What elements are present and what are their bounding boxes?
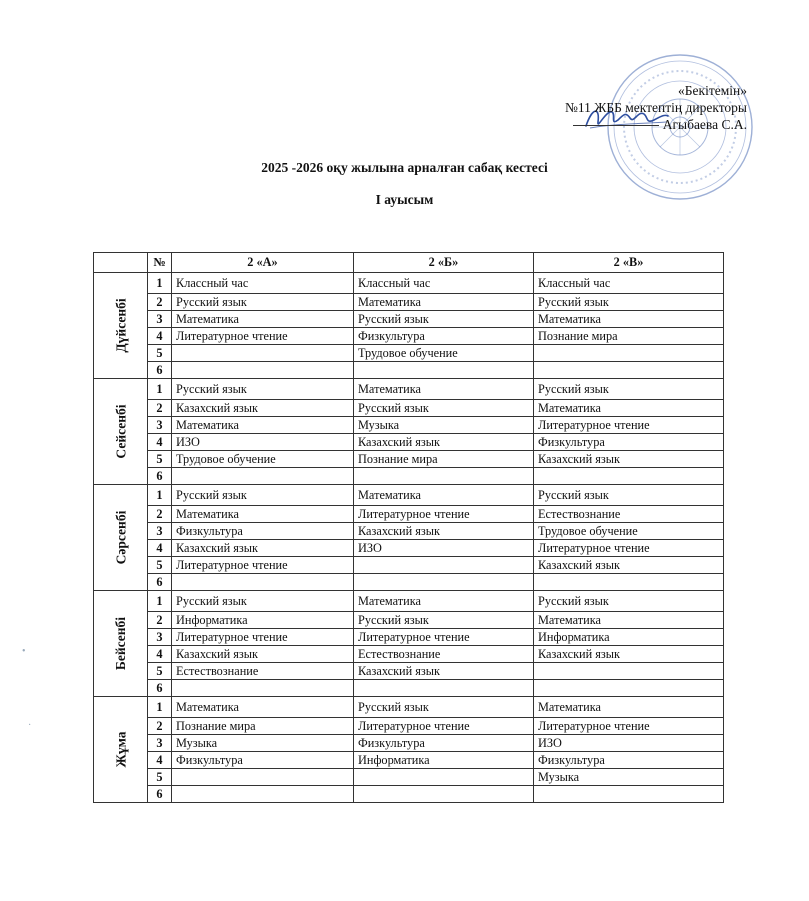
lesson-2v: ИЗО: [534, 735, 724, 752]
lesson-2a: Математика: [172, 417, 354, 434]
lesson-2v: Казахский язык: [534, 646, 724, 663]
table-row: [94, 697, 724, 718]
lesson-number: 5: [148, 451, 172, 468]
schedule-body: [94, 273, 724, 803]
lesson-2a: Классный час: [172, 273, 354, 294]
table-row: [94, 485, 724, 506]
lesson-2v: Математика: [534, 311, 724, 328]
lesson-number: 4: [148, 540, 172, 557]
day-name: Бейсенбі: [113, 616, 129, 670]
lesson-2b: Классный час: [354, 273, 534, 294]
header-class-2b: 2 «Б»: [354, 253, 534, 273]
lesson-2v: [534, 680, 724, 697]
lesson-2v: Литературное чтение: [534, 718, 724, 735]
table-row: [94, 769, 724, 786]
lesson-number: 1: [148, 697, 172, 718]
lesson-number: 2: [148, 612, 172, 629]
lesson-2v: Казахский язык: [534, 557, 724, 574]
lesson-2v: Музыка: [534, 769, 724, 786]
lesson-2b: Литературное чтение: [354, 629, 534, 646]
table-row: [94, 646, 724, 663]
lesson-2v: [534, 786, 724, 803]
lesson-2v: Русский язык: [534, 485, 724, 506]
day-cell: [94, 273, 148, 379]
lesson-2v: Математика: [534, 697, 724, 718]
lesson-2b: Русский язык: [354, 612, 534, 629]
lesson-2v: Русский язык: [534, 294, 724, 311]
lesson-2v: Литературное чтение: [534, 417, 724, 434]
header-number: №: [148, 253, 172, 273]
table-row: [94, 451, 724, 468]
lesson-2b: [354, 680, 534, 697]
day-name: Дүйсенбі: [113, 297, 129, 353]
lesson-2v: Казахский язык: [534, 451, 724, 468]
lesson-number: 3: [148, 311, 172, 328]
lesson-2a: Литературное чтение: [172, 557, 354, 574]
lesson-2v: Классный час: [534, 273, 724, 294]
header-class-2v: 2 «В»: [534, 253, 724, 273]
schedule-table: [93, 252, 724, 803]
table-row: [94, 434, 724, 451]
lesson-number: 3: [148, 735, 172, 752]
lesson-2v: [534, 345, 724, 362]
lesson-2b: Математика: [354, 485, 534, 506]
table-row: [94, 663, 724, 680]
table-row: [94, 379, 724, 400]
day-cell: [94, 379, 148, 485]
day-cell: [94, 591, 148, 697]
lesson-2a: Русский язык: [172, 591, 354, 612]
lesson-number: 6: [148, 574, 172, 591]
lesson-2v: Русский язык: [534, 379, 724, 400]
table-row: [94, 680, 724, 697]
lesson-2a: [172, 362, 354, 379]
lesson-2a: Физкультура: [172, 752, 354, 769]
lesson-2a: Литературное чтение: [172, 328, 354, 345]
scan-speck: ·: [28, 720, 32, 731]
lesson-2a: [172, 345, 354, 362]
lesson-2a: [172, 769, 354, 786]
lesson-number: 3: [148, 523, 172, 540]
lesson-number: 6: [148, 786, 172, 803]
lesson-2v: [534, 574, 724, 591]
table-row: [94, 574, 724, 591]
lesson-2v: [534, 663, 724, 680]
lesson-2a: [172, 468, 354, 485]
lesson-2a: Литературное чтение: [172, 629, 354, 646]
day-name: Жұма: [112, 731, 128, 767]
lesson-2a: Математика: [172, 311, 354, 328]
lesson-2b: [354, 769, 534, 786]
lesson-2b: Литературное чтение: [354, 718, 534, 735]
day-cell: [94, 697, 148, 803]
lesson-number: 2: [148, 400, 172, 417]
lesson-2b: Казахский язык: [354, 523, 534, 540]
table-row: [94, 328, 724, 345]
table-row: [94, 557, 724, 574]
table-row: [94, 523, 724, 540]
approval-block: [565, 82, 747, 133]
lesson-2a: Русский язык: [172, 485, 354, 506]
lesson-number: 5: [148, 769, 172, 786]
lesson-2b: [354, 557, 534, 574]
lesson-2b: Русский язык: [354, 311, 534, 328]
day-name: Сәрсенбі: [113, 510, 129, 564]
table-header-row: [94, 253, 724, 273]
table-row: [94, 591, 724, 612]
lesson-number: 2: [148, 718, 172, 735]
header-class-2a: 2 «А»: [172, 253, 354, 273]
lesson-2b: [354, 362, 534, 379]
lesson-2a: Информатика: [172, 612, 354, 629]
lesson-number: 4: [148, 752, 172, 769]
lesson-2b: Русский язык: [354, 400, 534, 417]
lesson-number: 3: [148, 417, 172, 434]
table-row: [94, 468, 724, 485]
table-row: [94, 294, 724, 311]
scan-speck: •: [22, 646, 26, 657]
lesson-2b: Познание мира: [354, 451, 534, 468]
lesson-number: 3: [148, 629, 172, 646]
table-row: [94, 506, 724, 523]
lesson-2a: Музыка: [172, 735, 354, 752]
lesson-number: 1: [148, 379, 172, 400]
lesson-number: 1: [148, 273, 172, 294]
table-row: [94, 718, 724, 735]
lesson-2b: Русский язык: [354, 697, 534, 718]
lesson-2v: [534, 362, 724, 379]
lesson-2b: Математика: [354, 294, 534, 311]
lesson-2v: [534, 468, 724, 485]
lesson-2a: Русский язык: [172, 294, 354, 311]
lesson-2b: Естествознание: [354, 646, 534, 663]
document-title: 2025 -2026 оқу жылына арналған сабақ кестесі: [261, 160, 548, 175]
lesson-2a: Естествознание: [172, 663, 354, 680]
lesson-2v: Литературное чтение: [534, 540, 724, 557]
approval-position: №11 ЖББ мектептің директоры: [564, 100, 747, 115]
lesson-2a: Казахский язык: [172, 400, 354, 417]
table-row: [94, 273, 724, 294]
lesson-2v: Математика: [534, 612, 724, 629]
lesson-2b: ИЗО: [354, 540, 534, 557]
lesson-number: 4: [148, 328, 172, 345]
approval-signatory: [565, 116, 747, 133]
lesson-number: 5: [148, 345, 172, 362]
lesson-2v: Естествознание: [534, 506, 724, 523]
lesson-number: 6: [148, 680, 172, 697]
table-row: [94, 400, 724, 417]
table-row: [94, 362, 724, 379]
lesson-2a: Трудовое обучение: [172, 451, 354, 468]
lesson-2b: Казахский язык: [354, 434, 534, 451]
lesson-2b: Математика: [354, 379, 534, 400]
lesson-2a: [172, 786, 354, 803]
table-row: [94, 752, 724, 769]
lesson-2b: Музыка: [354, 417, 534, 434]
lesson-2b: Казахский язык: [354, 663, 534, 680]
shift-label: I ауысым: [375, 192, 434, 207]
lesson-number: 5: [148, 663, 172, 680]
lesson-number: 4: [148, 434, 172, 451]
lesson-2a: ИЗО: [172, 434, 354, 451]
lesson-number: 6: [148, 362, 172, 379]
table-row: [94, 311, 724, 328]
lesson-2a: Математика: [172, 697, 354, 718]
director-name: Агыбаева С.А.: [662, 117, 747, 132]
table-row: [94, 540, 724, 557]
table-row: [94, 629, 724, 646]
lesson-2a: Казахский язык: [172, 540, 354, 557]
lesson-number: 2: [148, 294, 172, 311]
table-row: [94, 417, 724, 434]
lesson-2v: Математика: [534, 400, 724, 417]
lesson-2b: Информатика: [354, 752, 534, 769]
lesson-2v: Физкультура: [534, 752, 724, 769]
day-cell: [94, 485, 148, 591]
lesson-number: 4: [148, 646, 172, 663]
lesson-2v: Русский язык: [534, 591, 724, 612]
lesson-2a: Физкультура: [172, 523, 354, 540]
lesson-number: 1: [148, 591, 172, 612]
lesson-2b: Литературное чтение: [354, 506, 534, 523]
lesson-2b: [354, 574, 534, 591]
lesson-2b: Трудовое обучение: [354, 345, 534, 362]
lesson-2v: Информатика: [534, 629, 724, 646]
lesson-2b: [354, 468, 534, 485]
approval-heading: «Бекітемін»: [678, 83, 747, 98]
lesson-2b: Физкультура: [354, 735, 534, 752]
lesson-2v: Трудовое обучение: [534, 523, 724, 540]
lesson-2b: [354, 786, 534, 803]
lesson-number: 5: [148, 557, 172, 574]
lesson-2a: [172, 680, 354, 697]
lesson-number: 6: [148, 468, 172, 485]
lesson-2a: [172, 574, 354, 591]
day-name: Сейсенбі: [113, 403, 129, 459]
header-day-cell: [94, 253, 148, 273]
table-row: [94, 345, 724, 362]
lesson-2a: Познание мира: [172, 718, 354, 735]
table-row: [94, 786, 724, 803]
lesson-number: 2: [148, 506, 172, 523]
lesson-2v: Познание мира: [534, 328, 724, 345]
lesson-2b: Физкультура: [354, 328, 534, 345]
lesson-number: 1: [148, 485, 172, 506]
lesson-2a: Русский язык: [172, 379, 354, 400]
lesson-2a: Казахский язык: [172, 646, 354, 663]
lesson-2a: Математика: [172, 506, 354, 523]
table-row: [94, 735, 724, 752]
signature-line: [573, 125, 659, 126]
table-row: [94, 612, 724, 629]
lesson-2v: Физкультура: [534, 434, 724, 451]
lesson-2b: Математика: [354, 591, 534, 612]
